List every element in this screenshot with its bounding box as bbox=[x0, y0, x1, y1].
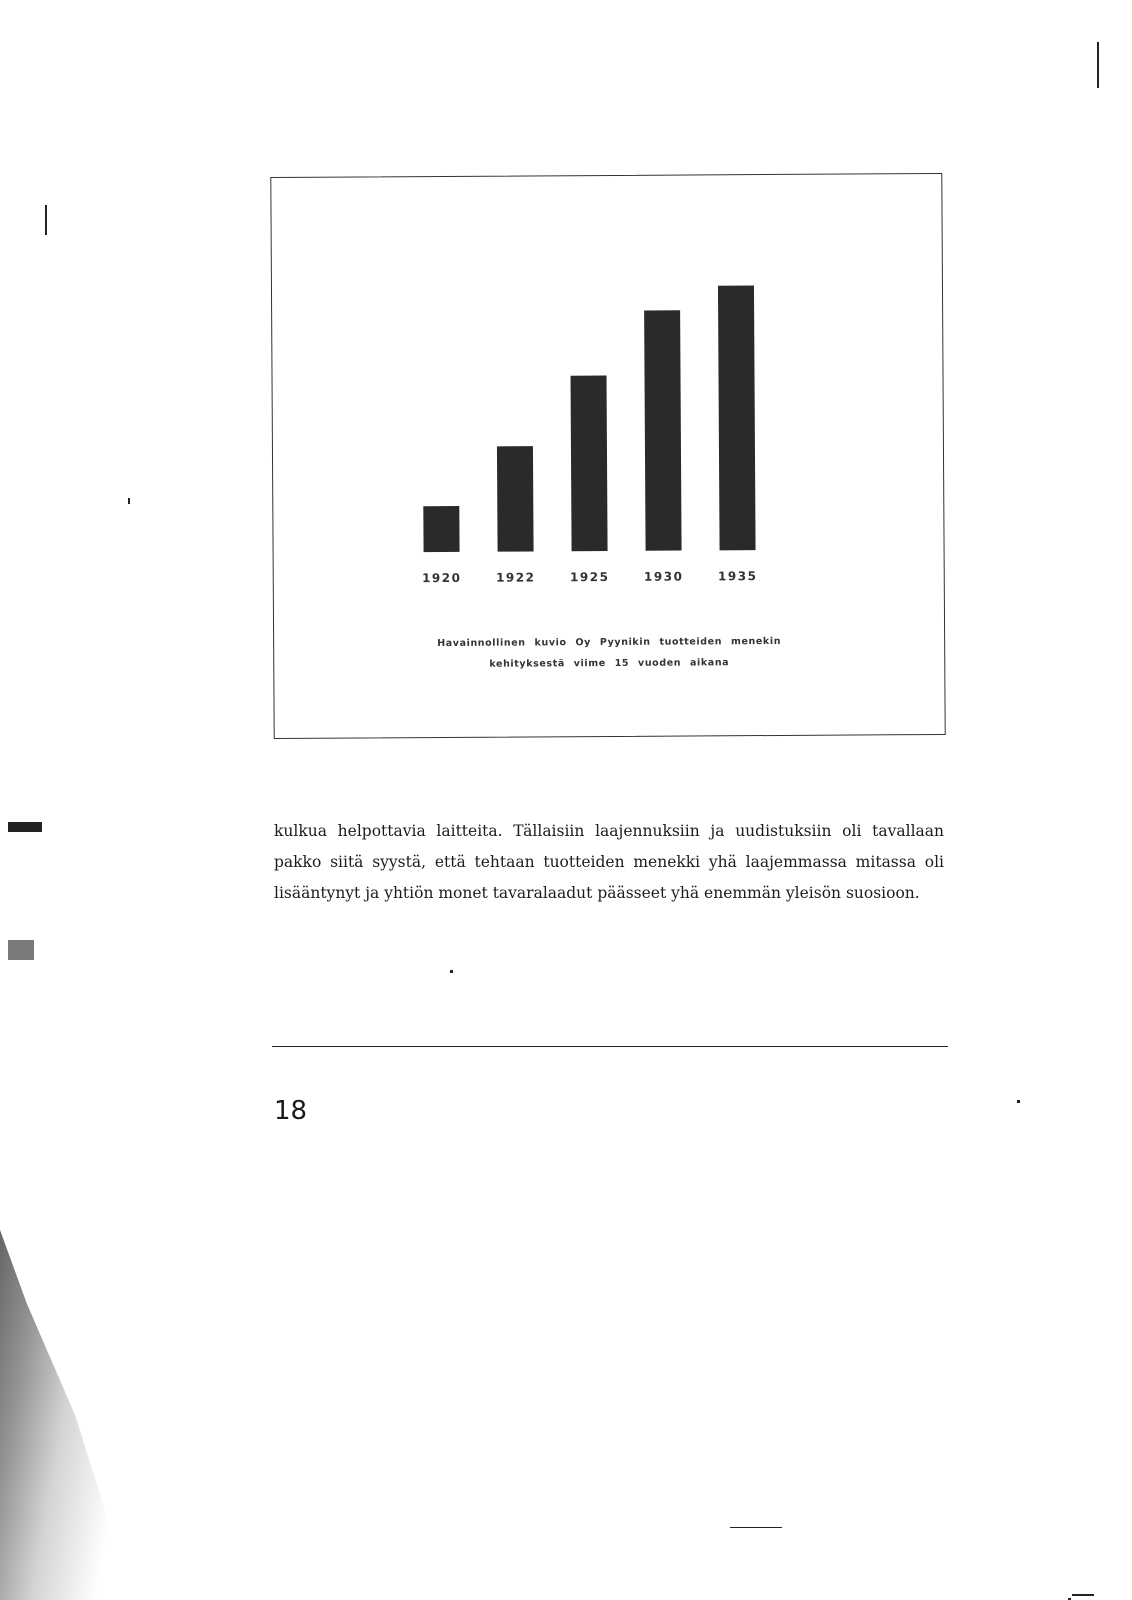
figure-frame bbox=[270, 173, 945, 739]
tick-label-1935: 1935 bbox=[717, 569, 758, 584]
scan-shadow bbox=[0, 1230, 150, 1600]
scan-speck bbox=[128, 498, 130, 504]
footer-rule bbox=[272, 1046, 948, 1047]
scan-mark bbox=[8, 940, 34, 960]
bar-1920 bbox=[423, 506, 459, 552]
body-paragraph: kulkua helpottavia laitteita. Tällaisiin laajennuksiin ja uudistuksiin oli tavallaan pakko siitä syystä, että tehtaan tuotteiden menekki yhä laajemmassa mitassa oli lisääntynyt ja yhtiön monet tavaralaadut päässeet yhä enemmän yleisön suosioon. bbox=[274, 821, 944, 902]
tick-label-1920: 1920 bbox=[421, 570, 462, 586]
bar-1925 bbox=[571, 376, 608, 552]
figure-caption bbox=[274, 630, 944, 676]
tick-label-1922: 1922 bbox=[495, 570, 536, 585]
scan-mark bbox=[45, 205, 47, 235]
bar-1922 bbox=[497, 446, 534, 552]
scan-speck bbox=[730, 1527, 782, 1528]
bar-chart bbox=[271, 174, 946, 638]
bar-1930 bbox=[644, 310, 681, 551]
scan-mark bbox=[8, 822, 42, 832]
caption-line-1: Havainnollinen kuvio Oy Pyynikin tuotteiden menekin bbox=[437, 635, 782, 650]
bar-1935 bbox=[718, 286, 756, 551]
scan-mark bbox=[1097, 42, 1099, 88]
tick-label-1925: 1925 bbox=[569, 569, 610, 585]
scan-speck bbox=[1017, 1100, 1020, 1103]
page-number: 18 bbox=[274, 1096, 308, 1126]
scan-speck bbox=[1072, 1594, 1094, 1596]
tick-label-1930: 1930 bbox=[643, 569, 684, 584]
scan-speck bbox=[450, 970, 453, 973]
caption-line-2: kehityksestä viime 15 vuoden aikana bbox=[489, 657, 730, 670]
